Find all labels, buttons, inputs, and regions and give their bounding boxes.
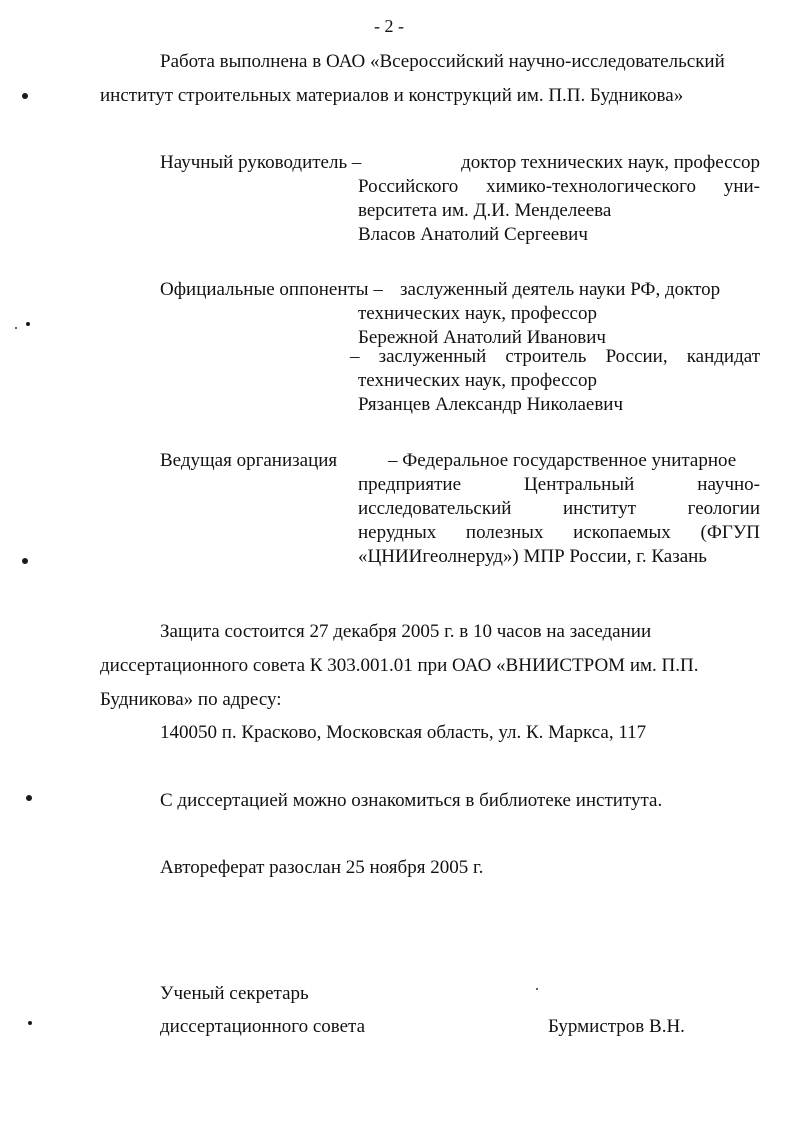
scan-mark [22,558,28,564]
signature-title-2: диссертационного совета [160,1016,366,1037]
scan-mark [28,1021,32,1025]
opponent-2-line: технических наук, профессор [358,370,597,391]
leading-org-line: нерудных полезных ископаемых (ФГУП [358,522,760,543]
scan-mark [536,988,538,990]
defense-line-1: Защита состоится 27 декабря 2005 г. в 10 часов на заседании [160,621,652,642]
sent-note: Автореферат разослан 25 ноября 2005 г. [160,857,484,878]
opponent-1-line: технических наук, профессор [358,303,597,324]
intro-line-2: институт строительных материалов и конструкций им. П.П. Будникова» [100,85,684,106]
leading-org-line: – Федеральное государственное унитарное [388,450,737,471]
scan-mark [26,322,30,326]
opponent-1-name: Бережной Анатолий Иванович [358,327,606,348]
opponent-2-line: – заслуженный строитель России, кандидат [350,346,760,367]
supervisor-name: Власов Анатолий Сергеевич [358,224,588,245]
supervisor-line: верситета им. Д.И. Менделеева [358,200,612,221]
opponent-2-details [350,347,760,371]
leading-org-line: предприятие Центральный научно- [358,474,760,495]
supervisor-label: Научный руководитель – [160,152,362,173]
opponent-2-name: Рязанцев Александр Николаевич [358,394,624,415]
opponent-2-details-rest [358,371,760,419]
signature-title-1: Ученый секретарь [160,983,309,1004]
opponent-1-details [358,304,760,352]
leading-org-line: исследовательский институт геологии [358,498,760,519]
leading-org-label: Ведущая организация [160,450,338,471]
defense-address: 140050 п. Красково, Московская область, ул. К. Маркса, 117 [160,722,647,743]
defense-line-2: диссертационного совета К 303.001.01 при ОАО «ВНИИСТРОМ им. П.П. [100,655,699,676]
intro-line-1: Работа выполнена в ОАО «Всероссийский научно-исследовательский [160,51,725,72]
supervisor-line: доктор технических наук, профессор [461,152,760,173]
page-number: - 2 - [374,16,404,36]
opponents-label: Официальные оппоненты – [160,279,383,300]
supervisor-details [358,153,760,249]
library-note: С диссертацией можно ознакомиться в библиотеке института. [160,790,663,811]
opponent-1-line: заслуженный деятель науки РФ, доктор [400,279,721,300]
defense-line-3: Будникова» по адресу: [100,689,282,710]
signature-name: Бурмистров В.Н. [548,1016,685,1037]
scan-mark [15,327,17,329]
leading-org-line: «ЦНИИгеолнеруд») МПР России, г. Казань [358,546,707,567]
supervisor-line: Российского химико-технологического уни- [358,176,760,197]
scan-mark [22,93,28,99]
scan-mark [26,795,32,801]
leading-org-details [358,475,760,571]
